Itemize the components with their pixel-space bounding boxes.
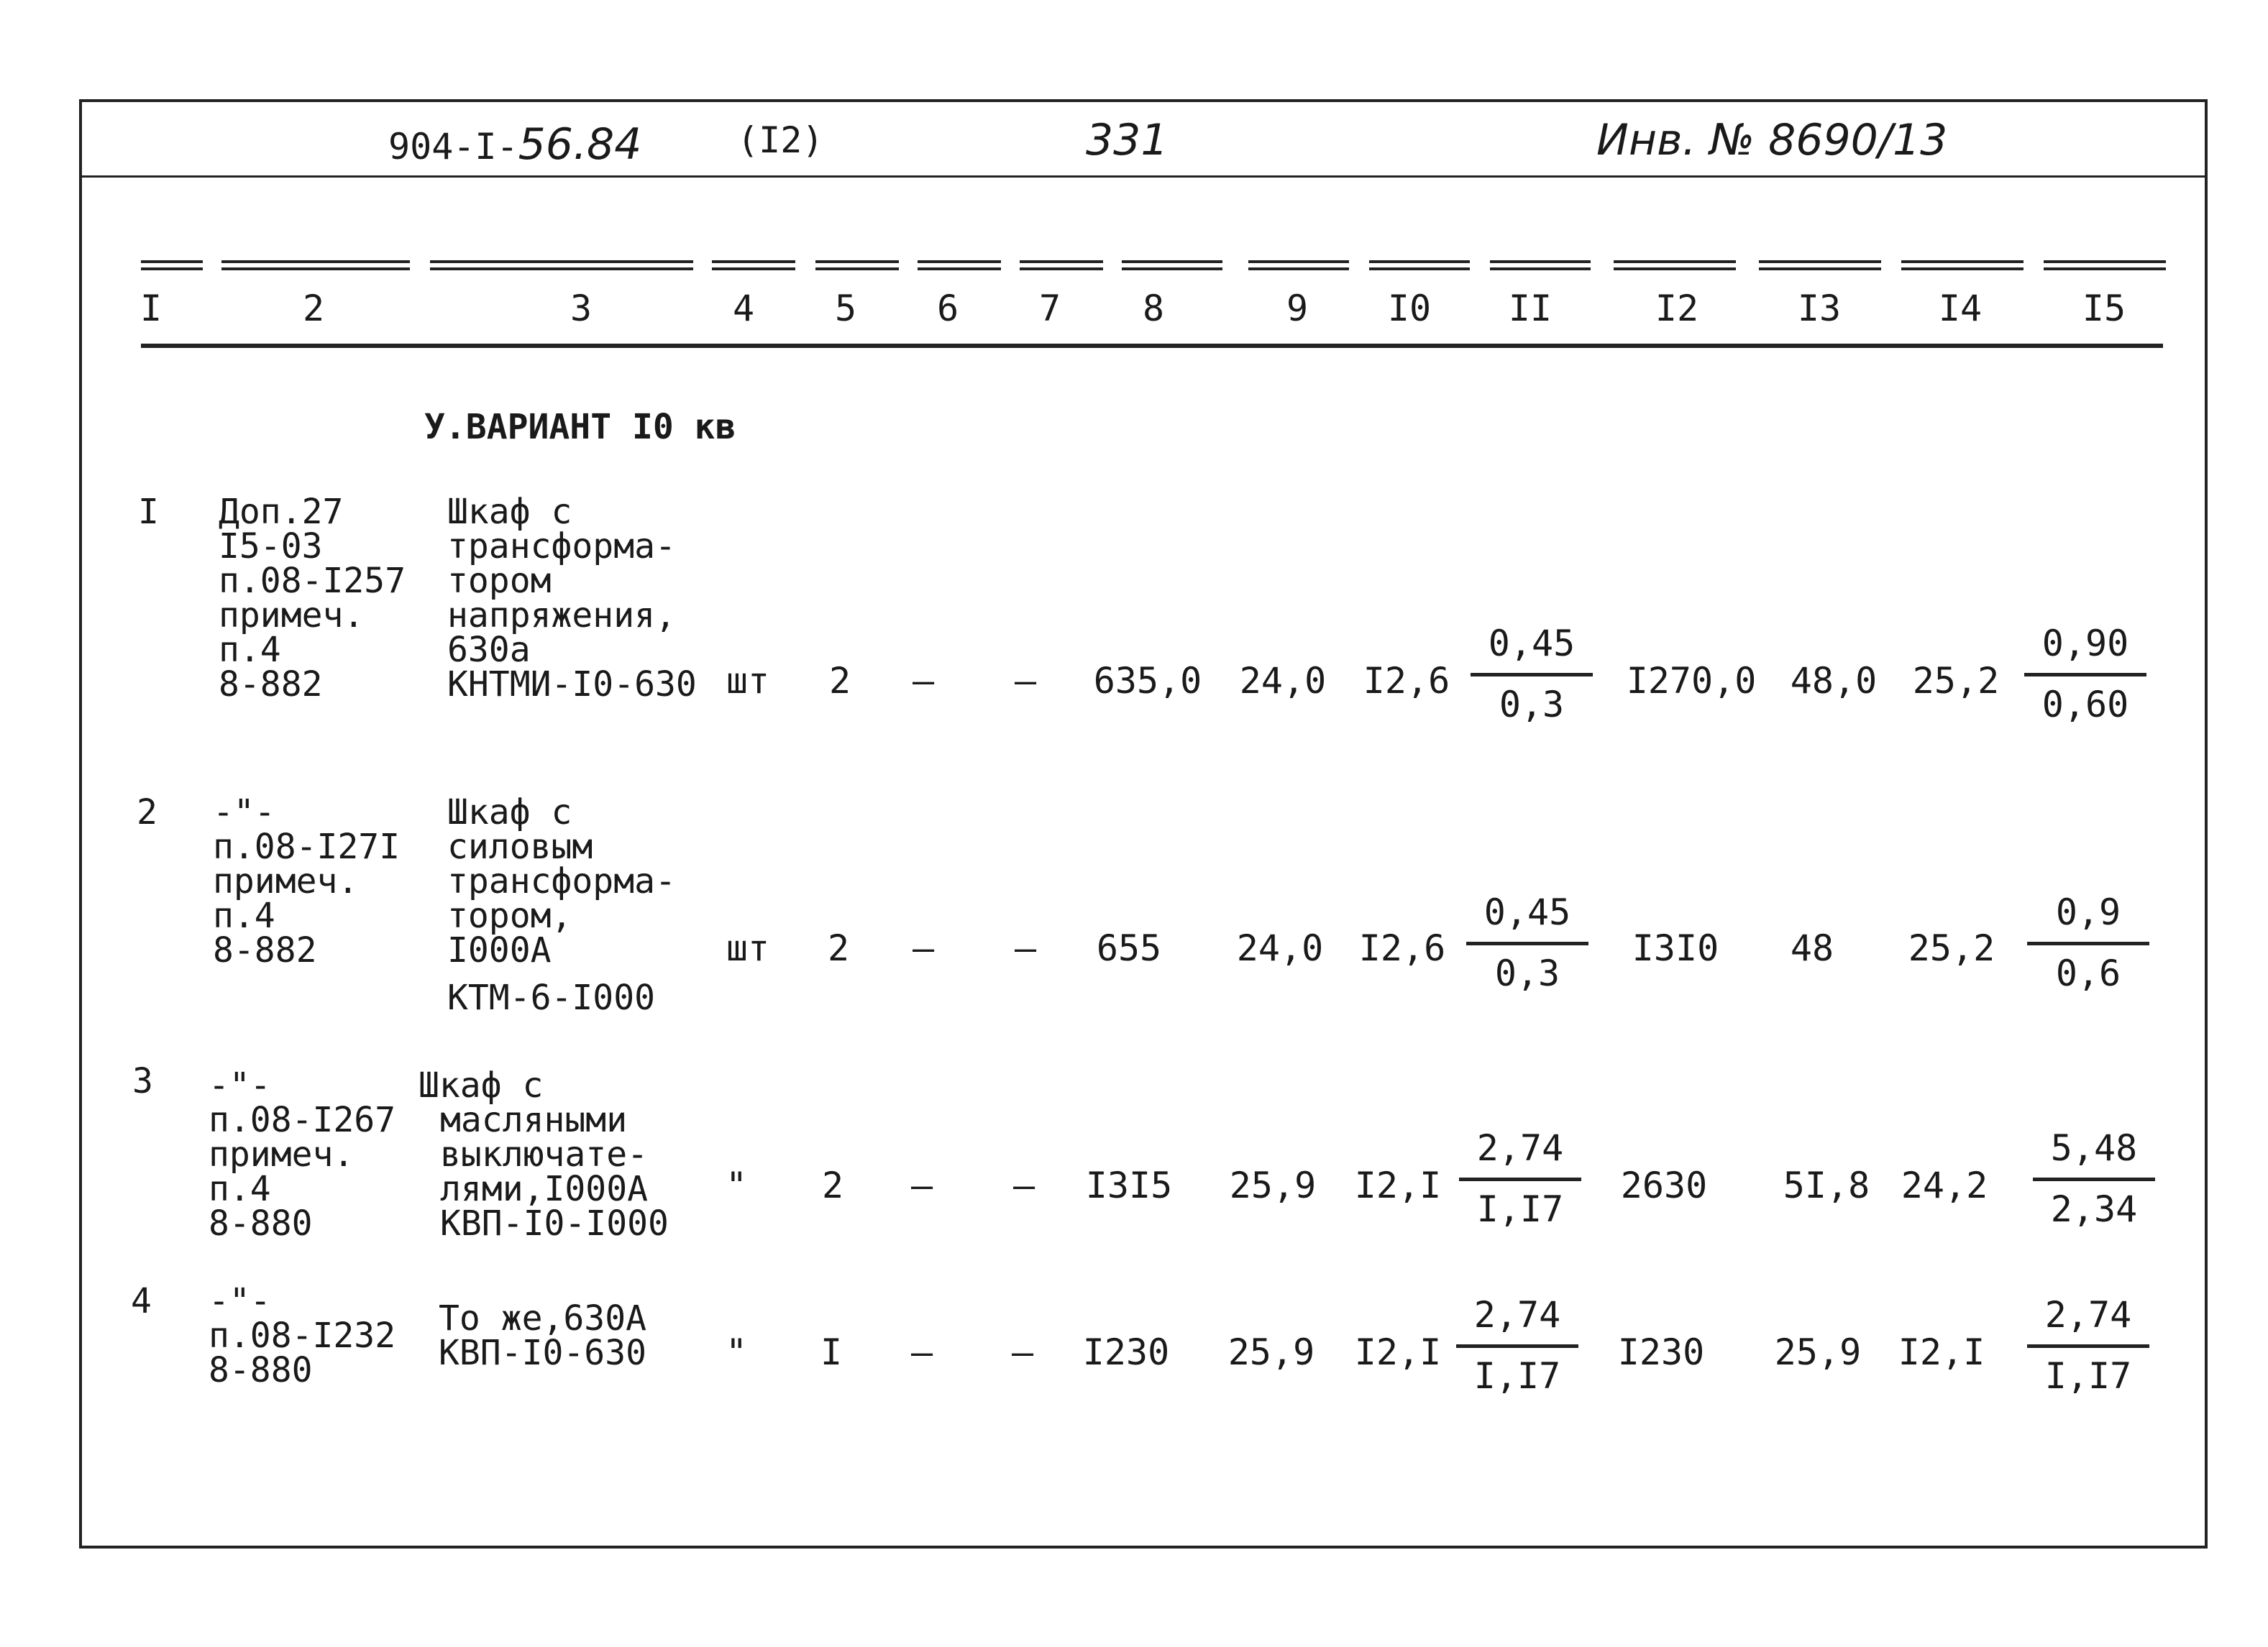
- description-line: напряжения,: [447, 595, 676, 636]
- column-double-rule: [1614, 260, 1736, 270]
- cell-unit: шт: [726, 660, 770, 702]
- reference-line: I5-03: [219, 526, 323, 566]
- reference-line: -"-: [209, 1281, 271, 1321]
- reference-line: п.08-I232: [209, 1316, 396, 1356]
- cell-col8: I230: [1082, 1331, 1170, 1373]
- doc-code: [388, 119, 641, 170]
- cell-col15-fraction: [2027, 1294, 2149, 1397]
- description-first-line: Шкаф с: [419, 1065, 544, 1106]
- cell-col15-fraction: [2027, 891, 2149, 994]
- cell-col7: –: [1011, 1331, 1034, 1373]
- row-number: 4: [131, 1281, 152, 1321]
- column-double-rule: [430, 260, 693, 270]
- column-double-rule: [1369, 260, 1470, 270]
- column-number: 4: [732, 288, 755, 329]
- cell-unit: ": [725, 1331, 748, 1373]
- row-reference: [213, 792, 401, 971]
- cell-col7: –: [1014, 927, 1037, 969]
- column-number: 9: [1286, 288, 1309, 329]
- cell-col14: 25,2: [1912, 660, 2000, 702]
- cell-col6: –: [910, 1331, 933, 1373]
- cell-col10: I2,I: [1354, 1331, 1442, 1373]
- fraction-numerator: 0,45: [1483, 891, 1571, 933]
- doc-code-handwritten: 56.84: [518, 119, 642, 170]
- reference-line: 8-880: [209, 1203, 313, 1244]
- reference-line: -"-: [209, 1065, 271, 1106]
- cell-col10: I2,I: [1354, 1165, 1442, 1206]
- cell-col6: –: [910, 1165, 933, 1206]
- description-line: трансформа-: [447, 526, 676, 566]
- page-number: 331: [1086, 115, 1169, 165]
- row-description: [439, 1298, 646, 1373]
- cell-col13: 48,0: [1790, 660, 1878, 702]
- column-double-rule: [1122, 260, 1222, 270]
- column-number: I: [140, 288, 163, 329]
- description-line: лями,I000А: [440, 1169, 648, 1209]
- reference-line: Доп.27: [219, 492, 344, 532]
- column-double-rule: [1490, 260, 1591, 270]
- cell-col10: I2,6: [1358, 927, 1446, 969]
- column-double-rule: [141, 260, 203, 270]
- description-line: КВП-I0-630: [439, 1333, 646, 1373]
- column-double-rule: [1759, 260, 1881, 270]
- cell-col11-fraction: [1471, 623, 1593, 725]
- column-number: II: [1508, 288, 1553, 329]
- cell-col15-fraction: [2033, 1127, 2155, 1230]
- description-model: КТМ-6-I000: [447, 978, 655, 1018]
- fraction-numerator: 2,74: [1476, 1127, 1564, 1169]
- cell-col14: 25,2: [1908, 927, 1995, 969]
- row-number: I: [138, 492, 159, 532]
- cell-col13: 48: [1790, 927, 1834, 969]
- header-divider: [82, 175, 2205, 178]
- row-number: 2: [137, 792, 157, 832]
- column-number: I4: [1938, 288, 1983, 329]
- column-double-rule: [815, 260, 899, 270]
- column-header-rule: [141, 344, 2163, 348]
- reference-line: п.4: [209, 1169, 271, 1209]
- cell-unit: ": [725, 1165, 748, 1206]
- cell-col13: 5I,8: [1783, 1165, 1870, 1206]
- description-line: Шкаф с: [447, 492, 572, 532]
- row-reference: [219, 492, 406, 705]
- row-description: [447, 492, 697, 705]
- cell-col11-fraction: [1456, 1294, 1578, 1397]
- cell-col14: I2,I: [1898, 1331, 1985, 1373]
- column-number: 7: [1038, 288, 1061, 329]
- row-reference: [209, 1065, 396, 1244]
- cell-col7: –: [1012, 1165, 1035, 1206]
- column-double-rule: [1020, 260, 1103, 270]
- column-number: I0: [1387, 288, 1432, 329]
- column-number: I2: [1655, 288, 1699, 329]
- sheet-index: (I2): [737, 119, 824, 161]
- cell-quantity: 2: [828, 660, 851, 702]
- reference-line: 8-882: [219, 664, 323, 705]
- cell-col15-fraction: [2024, 623, 2146, 725]
- reference-line: п.08-I267: [209, 1100, 396, 1140]
- cell-col8: I3I5: [1085, 1165, 1173, 1206]
- reference-line: 8-882: [213, 930, 317, 971]
- description-line: То же,630А: [439, 1298, 646, 1339]
- cell-quantity: 2: [821, 1165, 844, 1206]
- column-double-rule: [1901, 260, 2024, 270]
- fraction-denominator: I,I7: [2044, 1355, 2132, 1397]
- column-number: I3: [1797, 288, 1842, 329]
- reference-line: п.08-I27I: [213, 827, 401, 867]
- cell-col8: 635,0: [1093, 660, 1202, 702]
- row-number: 3: [132, 1061, 153, 1101]
- column-number: 8: [1142, 288, 1165, 329]
- fraction-numerator: 5,48: [2050, 1127, 2138, 1169]
- cell-col9: 24,0: [1236, 927, 1324, 969]
- column-double-rule: [712, 260, 795, 270]
- cell-quantity: 2: [827, 927, 850, 969]
- row-description: [447, 792, 676, 971]
- cell-col13: 25,9: [1774, 1331, 1862, 1373]
- cell-col11-fraction: [1466, 891, 1588, 994]
- description-line: Шкаф с: [447, 792, 572, 832]
- column-number: I5: [2082, 288, 2126, 329]
- cell-col12: I3I0: [1632, 927, 1719, 969]
- description-line: тором,: [447, 896, 572, 936]
- cell-col8: 655: [1096, 927, 1162, 969]
- column-number: 2: [302, 288, 325, 329]
- reference-line: примеч.: [219, 595, 365, 636]
- cell-col6: –: [912, 927, 935, 969]
- inventory-number: Инв. № 8690/13: [1596, 115, 1948, 165]
- cell-col14: 24,2: [1901, 1165, 1988, 1206]
- fraction-denominator: 0,3: [1499, 684, 1565, 725]
- description-line: выключате-: [440, 1134, 648, 1175]
- cell-col12: I270,0: [1626, 660, 1757, 702]
- description-line: 630а: [447, 630, 531, 670]
- column-double-rule: [2044, 260, 2166, 270]
- cell-col6: –: [912, 660, 935, 702]
- reference-line: примеч.: [209, 1134, 355, 1175]
- column-double-rule: [1248, 260, 1349, 270]
- description-line: масляными: [440, 1100, 628, 1140]
- description-line: I000А: [447, 930, 552, 971]
- description-line: КНТМИ-I0-630: [447, 664, 697, 705]
- row-reference: [209, 1281, 396, 1390]
- cell-col9: 24,0: [1239, 660, 1327, 702]
- fraction-numerator: 0,9: [2055, 891, 2121, 933]
- fraction-denominator: 2,34: [2050, 1188, 2138, 1230]
- cell-col9: 25,9: [1227, 1331, 1315, 1373]
- fraction-denominator: I,I7: [1476, 1188, 1564, 1230]
- fraction-denominator: 0,6: [2055, 953, 2121, 994]
- fraction-numerator: 0,90: [2041, 623, 2129, 664]
- description-line: силовым: [447, 827, 593, 867]
- cell-col12: 2630: [1620, 1165, 1708, 1206]
- reference-line: -"-: [213, 792, 275, 832]
- cell-col12: I230: [1617, 1331, 1705, 1373]
- row-description: [440, 1100, 669, 1244]
- fraction-numerator: 2,74: [1473, 1294, 1561, 1336]
- section-title: У.ВАРИАНТ I0 кв: [424, 407, 736, 447]
- column-double-rule: [221, 260, 410, 270]
- cell-col10: I2,6: [1363, 660, 1450, 702]
- reference-line: 8-880: [209, 1350, 313, 1390]
- fraction-denominator: 0,60: [2041, 684, 2129, 725]
- column-number: 3: [570, 288, 593, 329]
- fraction-denominator: I,I7: [1473, 1355, 1561, 1397]
- column-double-rule: [918, 260, 1001, 270]
- cell-unit: шт: [726, 927, 770, 969]
- fraction-numerator: 2,74: [2044, 1294, 2132, 1336]
- cell-col11-fraction: [1459, 1127, 1581, 1230]
- cell-col7: –: [1014, 660, 1037, 702]
- description-line: тором: [447, 561, 552, 601]
- cell-quantity: I: [820, 1331, 843, 1373]
- column-number: 6: [936, 288, 959, 329]
- doc-code-prefix: 904-I-: [388, 126, 518, 168]
- reference-line: примеч.: [213, 861, 359, 902]
- fraction-numerator: 0,45: [1488, 623, 1576, 664]
- reference-line: п.08-I257: [219, 561, 406, 601]
- description-line: трансформа-: [447, 861, 676, 902]
- column-number: 5: [834, 288, 857, 329]
- reference-line: п.4: [213, 896, 275, 936]
- reference-line: п.4: [219, 630, 281, 670]
- cell-col9: 25,9: [1229, 1165, 1317, 1206]
- description-line: КВП-I0-I000: [440, 1203, 669, 1244]
- fraction-denominator: 0,3: [1494, 953, 1560, 994]
